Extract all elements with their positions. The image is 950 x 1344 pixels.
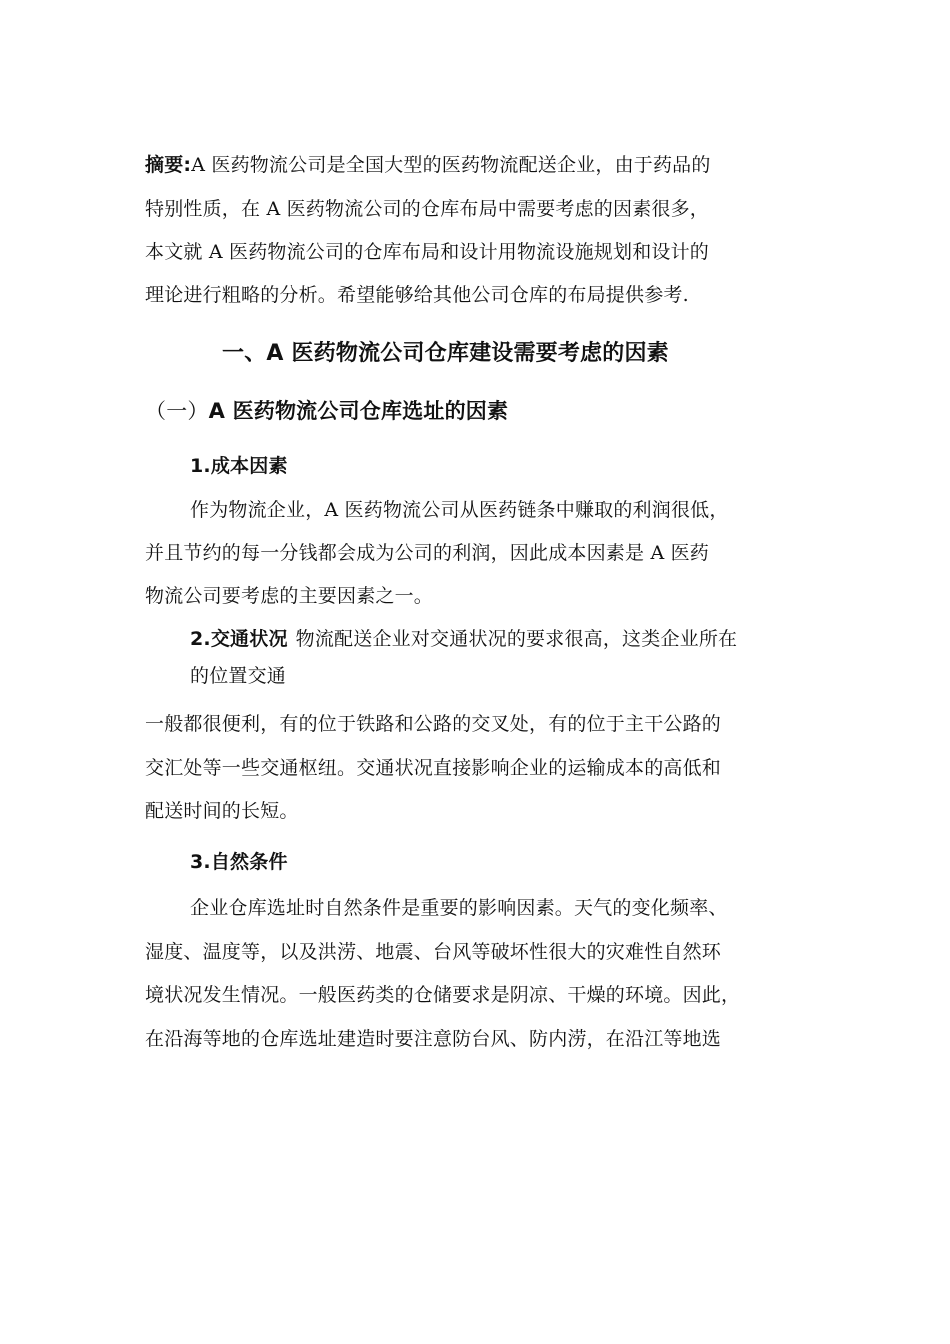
section-3-title: 3.自然条件 [190,851,288,873]
abstract-line-2: 特别性质，在 A 医药物流公司的仓库布局中需要考虑的因素很多， [145,198,710,220]
section-2-line-2: 一般都很便利，有的位于铁路和公路的交叉处，有的位于主干公路的 [145,713,722,735]
section-2-inline-text: 物流配送企业对交通状况的要求很高，这类企业所在 [295,628,738,650]
abstract-line-4: 理论进行粗略的分析。希望能够给其他公司仓库的布局提供参考. [145,284,689,306]
section-2-line-4: 配送时间的长短。 [145,800,299,822]
section-2-title: 2.交通状况 [190,628,288,650]
section-2-first-line [190,627,737,651]
section-2-line-1: 的位置交通 [190,665,287,687]
heading-2-text: A 医药物流公司仓库选址的因素 [208,399,509,423]
section-3-line-4: 在沿海等地的仓库选址建造时要注意防台风、防内涝，在沿江等地选 [145,1028,722,1050]
section-2-line-3: 交汇处等一些交通枢纽。交通状况直接影响企业的运输成本的高低和 [145,757,722,779]
abstract-label: 摘要: [145,154,192,176]
section-1-line-1: 作为物流企业，A 医药物流公司从医药链条中赚取的利润很低， [190,499,729,521]
heading-1: 一、A 医药物流公司仓库建设需要考虑的因素 [222,341,669,366]
section-3-line-2: 湿度、温度等，以及洪涝、地震、台风等破坏性很大的灾难性自然环 [145,941,722,963]
section-3-line-3: 境状况发生情况。一般医药类的仓储要求是阴凉、干燥的环境。因此， [145,984,741,1006]
section-1-line-3: 物流公司要考虑的主要因素之一。 [145,585,434,607]
abstract-text-1: A 医药物流公司是全国大型的医药物流配送企业，由于药品的 [191,154,711,176]
abstract-line-3: 本文就 A 医药物流公司的仓库布局和设计用物流设施规划和设计的 [145,241,710,263]
heading-2 [145,397,508,425]
section-1-title: 1.成本因素 [190,455,288,477]
abstract-line-1 [145,153,711,177]
section-3-line-1: 企业仓库选址时自然条件是重要的影响因素。天气的变化频率、 [190,897,728,919]
section-1-line-2: 并且节约的每一分钱都会成为公司的利润，因此成本因素是 A 医药 [145,542,710,564]
heading-2-prefix: （一） [145,399,209,423]
